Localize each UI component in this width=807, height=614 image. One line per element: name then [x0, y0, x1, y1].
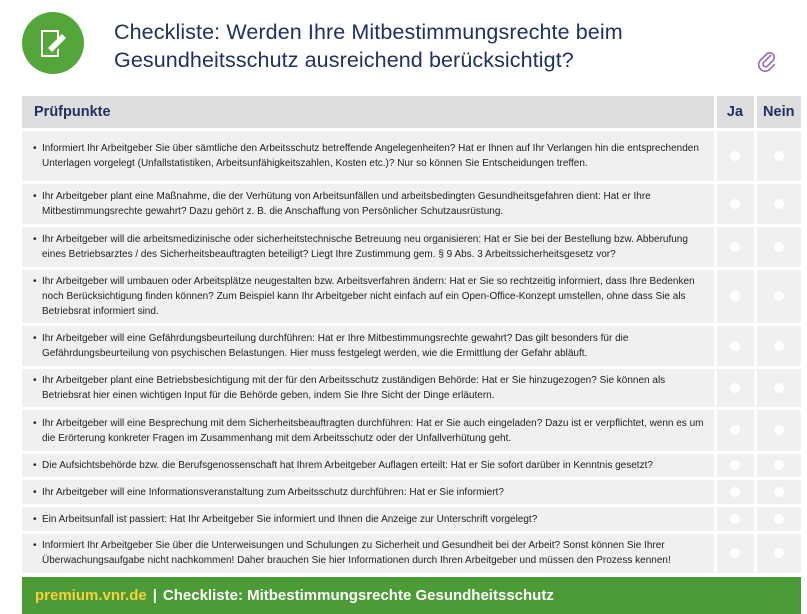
ja-radio[interactable] — [730, 242, 740, 252]
nein-radio[interactable] — [774, 291, 784, 301]
ja-radio[interactable] — [730, 425, 740, 435]
checklist-item-text: • Ihr Arbeitgeber will die arbeitsmedizinische oder sicherheitstechnische Betreuung neu organisieren: Hat er Sie bei der Bestellung bzw. Abberufung eines Betriebsarztes / des Sicherheitsbeauftragten beteiligt? Liegt Ihre Zustimmung gem. § 9 Abs. 3 Arbeitssicherheitsgesetz vor? — [22, 226, 715, 269]
ja-radio[interactable] — [730, 291, 740, 301]
table-row — [22, 533, 801, 573]
table-row — [22, 183, 801, 226]
nein-radio[interactable] — [774, 514, 784, 524]
nein-radio[interactable] — [774, 487, 784, 497]
ja-cell — [715, 453, 755, 479]
ja-radio[interactable] — [730, 199, 740, 209]
nein-radio[interactable] — [774, 460, 784, 470]
table-row — [22, 409, 801, 453]
nein-cell — [755, 479, 801, 506]
ja-radio[interactable] — [730, 341, 740, 351]
nein-cell — [755, 269, 801, 325]
table-header-row — [22, 96, 801, 130]
table-row — [22, 506, 801, 533]
page-header — [0, 0, 807, 96]
nein-radio[interactable] — [774, 425, 784, 435]
table-row — [22, 269, 801, 325]
checklist-item-text: • Ihr Arbeitgeber will eine Informationsveranstaltung zum Arbeitsschutz durchführen: Hat er Sie informiert? — [22, 479, 715, 506]
table-row — [22, 325, 801, 368]
footer-bar — [22, 577, 801, 614]
checklist-item-text: • Ihr Arbeitgeber will eine Besprechung mit dem Sicherheitsbeauftragten durchführen: Hat er Sie auch eingeladen? Dazu ist er verpflichtet, wenn es um die Erörterung konkreter Fragen im Zusammenhang mit dem Arbeitsschutz oder der Unfallverhütung geht. — [22, 409, 715, 453]
nein-cell — [755, 409, 801, 453]
footer-separator: | — [152, 587, 157, 604]
ja-cell — [715, 269, 755, 325]
ja-cell — [715, 479, 755, 506]
page-title-line-1: Checkliste: Werden Ihre Mitbestimmungsrechte beim — [114, 20, 623, 44]
page-title — [114, 18, 754, 74]
checklist-item-text: • Ein Arbeitsunfall ist passiert: Hat Ihr Arbeitgeber Sie informiert und Ihnen die Anzeige zur Unterschrift vorgelegt? — [22, 506, 715, 533]
ja-cell — [715, 409, 755, 453]
ja-radio[interactable] — [730, 548, 740, 558]
page-title-line-2: Gesundheitsschutz ausreichend berücksichtigt? — [114, 48, 574, 72]
ja-cell — [715, 183, 755, 226]
ja-radio[interactable] — [730, 383, 740, 393]
footer-site-link[interactable]: premium.vnr.de — [35, 587, 147, 604]
column-header-pruefpunkte: Prüfpunkte — [22, 96, 715, 130]
table-row — [22, 453, 801, 479]
table-row — [22, 130, 801, 183]
nein-radio[interactable] — [774, 199, 784, 209]
nein-radio[interactable] — [774, 383, 784, 393]
nein-cell — [755, 533, 801, 573]
checklist-item-text: • Ihr Arbeitgeber will eine Gefährdungsbeurteilung durchführen: Hat er Ihre Mitbestimmungsrechte gewahrt? Das gilt besonders für die Gefährdungsbeurteilung von psychischen Belastungen. Hier muss festgelegt werden, wie die Ermittlung der Gefahr abläuft. — [22, 325, 715, 368]
checklist-item-text: • Die Aufsichtsbehörde bzw. die Berufsgenossenschaft hat Ihrem Arbeitgeber Auflagen erteilt: Hat er Sie sofort darüber in Kenntnis gesetzt? — [22, 453, 715, 479]
checklist-table — [22, 96, 801, 573]
paperclip-icon[interactable] — [756, 50, 778, 72]
footer-label: Checkliste: Mitbestimmungsrechte Gesundheitsschutz — [162, 587, 554, 604]
checklist-item-text: • Ihr Arbeitgeber will umbauen oder Arbeitsplätze neugestalten bzw. Arbeitsverfahren ändern: Hat er Sie so rechtzeitig informiert, dass Ihre Bedenken noch Berücksichtigung finden können? Zum Beispiel kann Ihr Arbeitgeber nicht einfach auf ein Open-Office-Konzept umstellen, ohne dass Sie als Betriebsrat informiert sind. — [22, 269, 715, 325]
ja-radio[interactable] — [730, 460, 740, 470]
checklist-item-text: • Ihr Arbeitgeber plant eine Maßnahme, die der Verhütung von Arbeitsunfällen und arbeitsbedingten Gesundheitsgefahren dient: Hat er Ihre Mitbestimmungsrechte gewahrt? Dazu gehört z. B. die Anschaffung von Persönlicher Schutzausrüstung. — [22, 183, 715, 226]
ja-cell — [715, 533, 755, 573]
pen-paper-icon — [35, 25, 71, 61]
column-header-ja: Ja — [715, 96, 755, 130]
ja-cell — [715, 506, 755, 533]
checklist-logo — [22, 12, 84, 74]
nein-radio[interactable] — [774, 548, 784, 558]
ja-radio[interactable] — [730, 487, 740, 497]
nein-cell — [755, 453, 801, 479]
ja-cell — [715, 368, 755, 409]
nein-radio[interactable] — [774, 242, 784, 252]
nein-cell — [755, 506, 801, 533]
nein-cell — [755, 130, 801, 183]
table-row — [22, 226, 801, 269]
ja-radio[interactable] — [730, 514, 740, 524]
ja-radio[interactable] — [730, 151, 740, 161]
ja-cell — [715, 130, 755, 183]
nein-cell — [755, 183, 801, 226]
nein-cell — [755, 325, 801, 368]
table-row — [22, 479, 801, 506]
ja-cell — [715, 325, 755, 368]
checklist-item-text: • Informiert Ihr Arbeitgeber Sie über sämtliche den Arbeitsschutz betreffende Angelegenheiten? Hat er Ihnen auf Ihr Verlangen hin die entsprechenden Unterlagen vorgelegt (Unfallstatistiken, Arbeitsunfähigkeitszahlen, Kosten etc.)? Nur so können Sie Entscheidungen treffen. — [22, 130, 715, 183]
nein-cell — [755, 368, 801, 409]
nein-cell — [755, 226, 801, 269]
checklist-item-text: • Ihr Arbeitgeber plant eine Betriebsbesichtigung mit der für den Arbeitsschutz zuständigen Behörde: Hat er Sie hinzugezogen? Sie können als Betriebsrat hier einen wichtigen Input für die Behörde geben, indem Sie Ihre Sicht der Dinge erläutern. — [22, 368, 715, 409]
ja-cell — [715, 226, 755, 269]
nein-radio[interactable] — [774, 341, 784, 351]
nein-radio[interactable] — [774, 151, 784, 161]
table-row — [22, 368, 801, 409]
column-header-nein: Nein — [755, 96, 801, 130]
checklist-item-text: • Informiert Ihr Arbeitgeber Sie über die Unterweisungen und Schulungen zu Sicherheit und Gesundheit bei der Arbeit? Sonst können Sie Ihrer Überwachungsaufgabe nicht nachkommen! Daher brauchen Sie hier Informationen durch Ihren Arbeitgeber und müssen den Prozess kennen! — [22, 533, 715, 573]
